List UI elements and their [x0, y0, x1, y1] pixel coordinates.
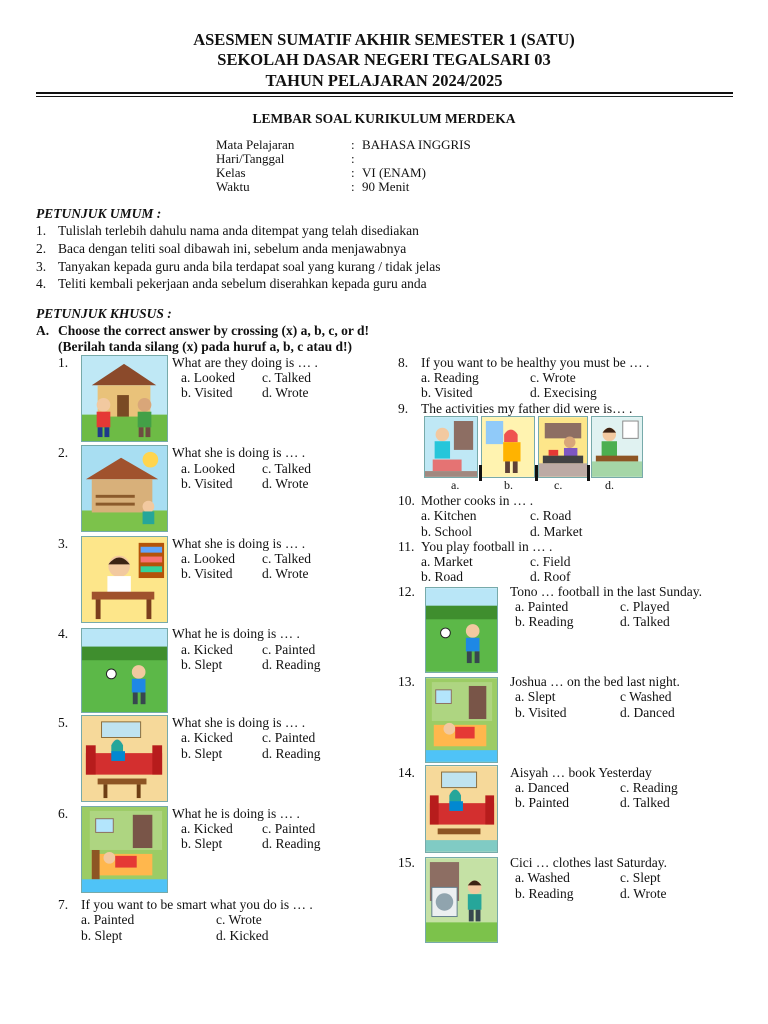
boy-kicking-ball-picture: [81, 628, 168, 713]
option-c[interactable]: c. Wrote: [530, 370, 576, 385]
question-text: The activities my father did were is… .: [421, 401, 633, 416]
boy-sleeping-picture: [81, 806, 168, 893]
question-number: 12.: [398, 584, 415, 599]
instruction-indonesian: (Berilah tanda silang (x) pada huruf a, b, c atau d!): [58, 339, 353, 354]
option-d[interactable]: d. Wrote: [262, 476, 309, 491]
question-number: 2.: [58, 445, 69, 460]
info-label: Hari/Tanggal: [216, 151, 285, 166]
girl-washing-clothes-picture: [425, 857, 498, 943]
info-label: Waktu: [216, 179, 250, 194]
info-colon: :: [351, 137, 355, 152]
option-c-picture[interactable]: [538, 416, 588, 478]
option-b[interactable]: b. Slept: [181, 836, 223, 851]
question-number: 1.: [58, 355, 69, 370]
question-number: 8.: [398, 355, 409, 370]
boy-sleeping-picture: [425, 677, 498, 763]
option-c[interactable]: c Washed: [620, 689, 672, 704]
list-number: 3.: [36, 259, 47, 274]
question-number: 15.: [398, 855, 415, 870]
list-item: [36, 275, 427, 292]
header-line-1: ASESMEN SUMATIF AKHIR SEMESTER 1 (SATU): [193, 30, 575, 49]
info-colon: :: [351, 179, 355, 194]
question-number: 6.: [58, 806, 69, 821]
question-number: 3.: [58, 536, 69, 551]
option-b[interactable]: b. Slept: [81, 928, 123, 943]
option-a[interactable]: a. Kicked: [181, 730, 233, 745]
option-c[interactable]: c. Played: [620, 599, 670, 614]
option-d[interactable]: d. Danced: [620, 705, 675, 720]
option-c[interactable]: c. Talked: [262, 461, 312, 476]
girl-writing-picture: [81, 536, 168, 623]
question-text: What are they doing is … .: [172, 355, 318, 370]
info-value: BAHASA INGGRIS: [362, 137, 471, 152]
option-b[interactable]: b. Slept: [181, 657, 223, 672]
option-b[interactable]: b. Reading: [515, 614, 574, 629]
question-number: 10.: [398, 493, 415, 508]
question-number: 14.: [398, 765, 415, 780]
option-a[interactable]: a. Danced: [515, 780, 569, 795]
option-c[interactable]: c. Slept: [620, 870, 661, 885]
option-b[interactable]: b. School: [421, 524, 473, 539]
option-c[interactable]: c. Painted: [262, 642, 316, 657]
question-text: If you want to be smart what you do is … .: [81, 897, 313, 912]
option-c[interactable]: c. Road: [530, 508, 572, 523]
option-b[interactable]: b. Visited: [181, 385, 233, 400]
boy-kicking-ball-picture: [425, 587, 498, 673]
option-b[interactable]: b. Visited: [515, 705, 567, 720]
option-a[interactable]: a. Kicked: [181, 642, 233, 657]
question-number: 7.: [58, 897, 69, 912]
girl-reading-sofa-picture: [81, 715, 168, 802]
list-number: 2.: [36, 241, 47, 256]
list-item: [36, 222, 419, 239]
option-d-label[interactable]: d.: [605, 478, 614, 492]
question-text: Aisyah … book Yesterday: [510, 765, 652, 780]
list-item: [36, 240, 406, 257]
option-a[interactable]: a. Slept: [515, 689, 556, 704]
question-number: 13.: [398, 674, 415, 689]
option-d[interactable]: d. Wrote: [262, 566, 309, 581]
girl-reading-sofa-picture: [425, 765, 498, 853]
option-b-label[interactable]: b.: [504, 478, 513, 492]
list-number: 4.: [36, 276, 47, 291]
question-text: What he is doing is … .: [172, 806, 300, 821]
option-c[interactable]: c. Talked: [262, 551, 312, 566]
divider-mark: [479, 465, 482, 481]
option-c-label[interactable]: c.: [554, 478, 563, 492]
option-a-picture[interactable]: [424, 416, 478, 478]
option-a[interactable]: a. Looked: [181, 551, 235, 566]
option-a[interactable]: a. Market: [421, 554, 473, 569]
list-item: [36, 258, 441, 275]
divider-mark: [535, 465, 538, 481]
option-a[interactable]: a. Kitchen: [421, 508, 477, 523]
question-number: 11.: [398, 539, 415, 554]
option-b[interactable]: b. Road: [421, 569, 463, 584]
header-divider: [36, 92, 733, 94]
option-a-label[interactable]: a.: [451, 478, 460, 492]
option-d[interactable]: d. Talked: [620, 614, 670, 629]
option-d[interactable]: d. Market: [530, 524, 583, 539]
list-number: 1.: [36, 223, 47, 238]
page-subtitle: LEMBAR SOAL KURIKULUM MERDEKA: [252, 111, 516, 126]
question-text: What she is doing is … .: [172, 445, 306, 460]
option-c[interactable]: c. Painted: [262, 821, 316, 836]
option-a[interactable]: a. Reading: [421, 370, 479, 385]
option-d[interactable]: d. Execising: [530, 385, 597, 400]
petunjuk-umum-title: PETUNJUK UMUM :: [36, 206, 162, 221]
list-text: Tulislah terlebih dahulu nama anda ditempat yang telah disediakan: [58, 223, 419, 238]
girl-house-picture: [81, 445, 168, 532]
list-text: Tanyakan kepada guru anda bila terdapat soal yang kurang / tidak jelas: [58, 259, 441, 274]
question-text: If you want to be healthy you must be … .: [421, 355, 650, 370]
option-d[interactable]: d. Wrote: [620, 886, 667, 901]
info-value: 90 Menit: [362, 179, 410, 194]
option-c[interactable]: c. Wrote: [216, 912, 262, 927]
question-text: What she is doing is … .: [172, 715, 306, 730]
header-line-3: TAHUN PELAJARAN 2024/2025: [265, 71, 503, 90]
option-d[interactable]: d. Reading: [262, 836, 321, 851]
option-a[interactable]: a. Painted: [81, 912, 135, 927]
header-line-2: SEKOLAH DASAR NEGERI TEGALSARI 03: [217, 50, 551, 69]
option-d[interactable]: d. Talked: [620, 795, 670, 810]
option-a[interactable]: a. Painted: [515, 599, 569, 614]
info-colon: :: [351, 151, 355, 166]
option-d[interactable]: d. Reading: [262, 746, 321, 761]
question-text: Tono … football in the last Sunday.: [510, 584, 703, 599]
question-number: 4.: [58, 626, 69, 641]
option-b[interactable]: b. Visited: [181, 476, 233, 491]
question-text: You play football in … .: [421, 539, 553, 554]
option-c[interactable]: c. Talked: [262, 370, 312, 385]
option-c[interactable]: c. Field: [530, 554, 571, 569]
question-text: What he is doing is … .: [172, 626, 300, 641]
list-text: Baca dengan teliti soal dibawah ini, sebelum anda menjawabnya: [58, 241, 407, 256]
option-b[interactable]: b. Reading: [515, 886, 574, 901]
question-text: Joshua … on the bed last night.: [510, 674, 680, 689]
info-label: Mata Pelajaran: [216, 137, 295, 152]
section-letter: A.: [36, 323, 50, 338]
petunjuk-khusus-title: PETUNJUK KHUSUS :: [36, 306, 172, 321]
option-d[interactable]: d. Kicked: [216, 928, 269, 943]
question-text: Mother cooks in … .: [421, 493, 534, 508]
option-b[interactable]: b. Visited: [421, 385, 473, 400]
info-colon: :: [351, 165, 355, 180]
option-c[interactable]: c. Reading: [620, 780, 678, 795]
option-a[interactable]: a. Looked: [181, 461, 235, 476]
header-divider-thin: [36, 96, 733, 97]
option-d[interactable]: d. Wrote: [262, 385, 309, 400]
option-c[interactable]: c. Painted: [262, 730, 316, 745]
info-value: VI (ENAM): [362, 165, 426, 180]
option-d-picture[interactable]: [591, 416, 643, 478]
option-b-picture[interactable]: [481, 416, 535, 478]
info-label: Kelas: [216, 165, 246, 180]
two-boys-house-picture: [81, 355, 168, 442]
option-b[interactable]: b. Slept: [181, 746, 223, 761]
option-b[interactable]: b. Painted: [515, 795, 569, 810]
divider-mark: [587, 465, 590, 481]
option-a[interactable]: a. Kicked: [181, 821, 233, 836]
option-d[interactable]: d. Reading: [262, 657, 321, 672]
instruction-english: Choose the correct answer by crossing (x) a, b, c, or d!: [58, 323, 369, 338]
option-a[interactable]: a. Looked: [181, 370, 235, 385]
question-number: 5.: [58, 715, 69, 730]
option-b[interactable]: b. Visited: [181, 566, 233, 581]
option-a[interactable]: a. Washed: [515, 870, 570, 885]
option-d[interactable]: d. Roof: [530, 569, 571, 584]
question-number: 9.: [398, 401, 409, 416]
list-text: Teliti kembali pekerjaan anda sebelum diserahkan kepada guru anda: [58, 276, 427, 291]
question-text: What she is doing is … .: [172, 536, 306, 551]
question-text: Cici … clothes last Saturday.: [510, 855, 667, 870]
